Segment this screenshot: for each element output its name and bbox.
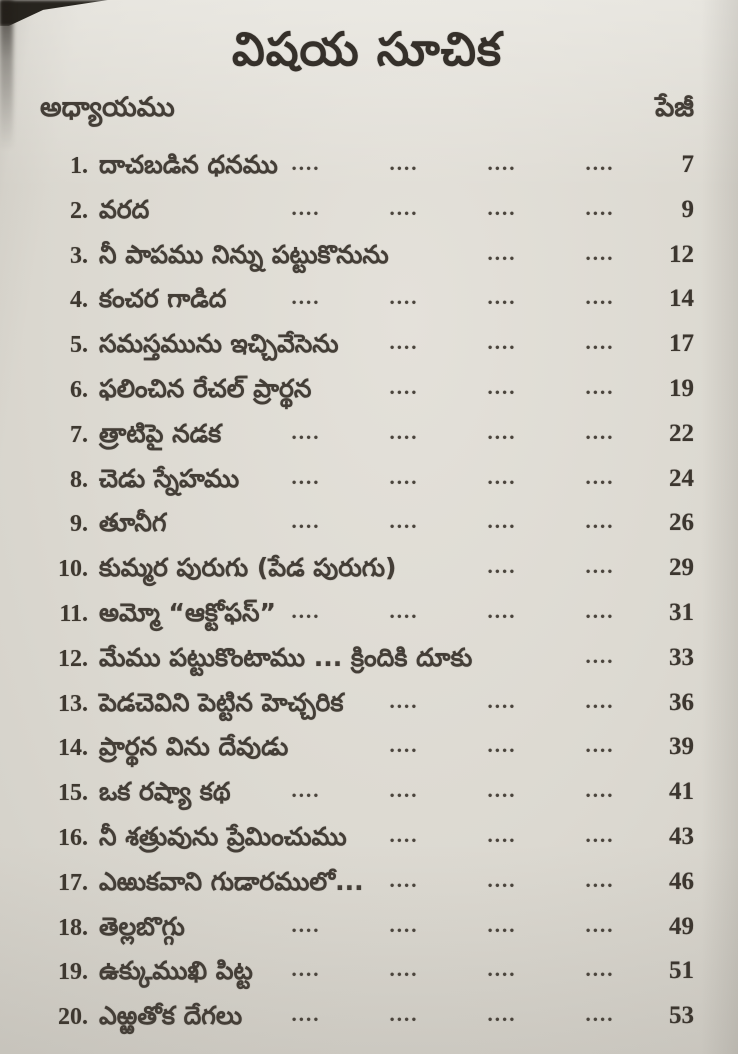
dot-leader-group: .... bbox=[291, 419, 321, 444]
entry-title: ఉక్కుముఖి పిట్ట bbox=[99, 956, 253, 986]
toc-entry-row bbox=[40, 501, 694, 546]
dot-leader-group: .... bbox=[585, 240, 615, 265]
dot-leader-group: .... bbox=[585, 598, 615, 623]
entry-number: 10. bbox=[58, 556, 88, 583]
dot-leader-group: .... bbox=[389, 912, 419, 937]
entry-number: 9. bbox=[70, 511, 88, 538]
entry-page-number: 31 bbox=[669, 598, 694, 626]
dot-leader-group: .... bbox=[585, 688, 615, 713]
entry-title: త్రాటిపై నడక bbox=[99, 418, 222, 448]
dot-leader-group: .... bbox=[291, 1002, 321, 1027]
dot-leader-group: .... bbox=[585, 554, 615, 579]
entry-title: కుమ్మర పురుగు (పేడ పురుగు) bbox=[99, 553, 397, 583]
dot-leader-group: .... bbox=[487, 598, 517, 623]
dot-leader-group: .... bbox=[487, 151, 517, 175]
dot-leader-group: .... bbox=[389, 195, 419, 220]
dot-leader-group: .... bbox=[585, 822, 615, 847]
dot-leader-group: .... bbox=[487, 240, 517, 265]
dot-leader-group: .... bbox=[487, 867, 517, 892]
entry-page-number: 29 bbox=[669, 554, 694, 582]
dot-leader-group: .... bbox=[389, 464, 419, 489]
entry-title: వరద bbox=[99, 194, 150, 224]
dot-leader-group: .... bbox=[291, 464, 321, 489]
entry-title: ఒక రష్యా కథ bbox=[99, 777, 231, 807]
entry-number: 2. bbox=[70, 197, 88, 224]
toc-entry-row bbox=[40, 815, 694, 860]
entry-number: 6. bbox=[70, 376, 88, 403]
dot-leader-group: .... bbox=[389, 688, 419, 713]
entry-title: నీ శత్రువును ప్రేమించుము bbox=[99, 821, 347, 851]
dot-leader-group: .... bbox=[389, 957, 419, 982]
dot-leader-group: .... bbox=[585, 778, 615, 803]
entry-page-number: 12 bbox=[669, 240, 694, 268]
entry-page-number: 33 bbox=[669, 643, 694, 671]
scan-left-edge-artifact bbox=[0, 0, 13, 150]
toc-entry-row bbox=[40, 367, 694, 412]
dot-leader-group: .... bbox=[487, 912, 517, 937]
toc-entry-row bbox=[40, 636, 694, 681]
column-headers bbox=[40, 92, 694, 130]
dot-leader-group: .... bbox=[487, 374, 517, 399]
dot-leader-group: .... bbox=[585, 330, 615, 355]
dot-leader-group: .... bbox=[487, 957, 517, 982]
entry-title: చెడు స్నేహము bbox=[99, 463, 240, 493]
entry-title: సమస్తమును ఇచ్చివేసెను bbox=[99, 329, 339, 359]
dot-leader-group: .... bbox=[585, 912, 615, 937]
entry-number: 7. bbox=[70, 421, 88, 448]
entry-title: ఎఱ్ఱతోక దేగలు bbox=[99, 1001, 243, 1031]
entry-number: 8. bbox=[70, 466, 88, 493]
entry-title: మేము పట్టుకొంటాము ... క్రిందికి దూకు bbox=[99, 642, 473, 672]
dot-leader-group: .... bbox=[291, 912, 321, 937]
entry-number: 18. bbox=[58, 914, 88, 941]
dot-leader-group: .... bbox=[389, 330, 419, 355]
dot-leader-group: .... bbox=[291, 285, 321, 310]
entry-title: ఫలించిన రేచల్ ప్రార్థన bbox=[99, 373, 312, 403]
dot-leader-group: .... bbox=[585, 957, 615, 982]
dot-leader-group: .... bbox=[291, 151, 321, 175]
entry-number: 5. bbox=[70, 332, 88, 359]
chapter-column-header: అధ్యాయము bbox=[40, 92, 175, 123]
toc-entry-row bbox=[40, 412, 694, 457]
entry-page-number: 39 bbox=[669, 733, 694, 761]
dot-leader-group: .... bbox=[389, 285, 419, 310]
entry-page-number: 36 bbox=[669, 688, 694, 716]
dot-leader-group: .... bbox=[585, 643, 615, 668]
entry-number: 17. bbox=[58, 869, 88, 896]
dot-leader-group: .... bbox=[291, 778, 321, 803]
entry-page-number: 22 bbox=[669, 419, 694, 447]
dot-leader-group: .... bbox=[585, 733, 615, 758]
entry-title: అమ్మో “ఆక్టోఫస్” bbox=[99, 597, 276, 627]
entry-page-number: 24 bbox=[669, 464, 694, 492]
entry-page-number: 26 bbox=[669, 509, 694, 537]
entry-page-number: 43 bbox=[669, 822, 694, 850]
dot-leader-group: .... bbox=[487, 419, 517, 444]
entry-number: 19. bbox=[58, 959, 88, 986]
entry-number: 11. bbox=[59, 600, 88, 627]
dot-leader-group: .... bbox=[487, 688, 517, 713]
toc-entry-row bbox=[40, 188, 694, 233]
entry-page-number: 9 bbox=[681, 195, 694, 223]
dot-leader-group: .... bbox=[487, 464, 517, 489]
page-column-header: పేజీ bbox=[655, 92, 694, 123]
toc-entry-row bbox=[40, 681, 694, 726]
toc-entry-row bbox=[40, 770, 694, 815]
dot-leader-group: .... bbox=[585, 374, 615, 399]
entry-page-number: 14 bbox=[669, 285, 694, 313]
toc-entry-row bbox=[40, 546, 694, 591]
entry-number: 15. bbox=[58, 780, 88, 807]
entry-number: 13. bbox=[58, 690, 88, 717]
dot-leader-group: .... bbox=[389, 822, 419, 847]
entry-number: 3. bbox=[70, 242, 88, 269]
toc-entry-row bbox=[40, 860, 694, 905]
entry-number: 12. bbox=[58, 645, 88, 672]
dot-leader-group: .... bbox=[487, 285, 517, 310]
entry-page-number: 19 bbox=[669, 374, 694, 402]
dot-leader-group: .... bbox=[487, 733, 517, 758]
entry-title: నీ పాపము నిన్ను పట్టుకొనును bbox=[99, 239, 389, 269]
dot-leader-group: .... bbox=[389, 1002, 419, 1027]
toc-entry-row bbox=[40, 457, 694, 502]
entry-title: తూనీగ bbox=[99, 508, 167, 538]
dot-leader-group: .... bbox=[585, 867, 615, 892]
dot-leader-group: .... bbox=[291, 509, 321, 534]
page-title: విషయ సూచిక bbox=[232, 22, 502, 76]
dot-leader-group: .... bbox=[389, 778, 419, 803]
dot-leader-group: .... bbox=[487, 509, 517, 534]
toc-entry-row bbox=[40, 591, 694, 636]
dot-leader-group: .... bbox=[487, 822, 517, 847]
entry-title: పెడచెవిని పెట్టిన హెచ్చరిక bbox=[99, 687, 344, 717]
dot-leader-group: .... bbox=[291, 957, 321, 982]
entry-title: ఎఱుకవాని గుడారములో... bbox=[99, 866, 364, 896]
entry-title: దాచబడిన ధనము bbox=[99, 150, 278, 179]
entry-number: 4. bbox=[70, 287, 88, 314]
toc-entry-row bbox=[40, 143, 694, 188]
toc-entry-row bbox=[40, 233, 694, 278]
dot-leader-group: .... bbox=[389, 151, 419, 175]
toc-entry-list bbox=[40, 143, 694, 1039]
dot-leader-group: .... bbox=[585, 1002, 615, 1027]
toc-entry-row bbox=[40, 322, 694, 367]
entry-page-number: 17 bbox=[669, 330, 694, 358]
dot-leader-group: .... bbox=[389, 867, 419, 892]
entry-page-number: 51 bbox=[669, 957, 694, 985]
toc-entry-row bbox=[40, 994, 694, 1039]
entry-title: ప్రార్థన విను దేవుడు bbox=[99, 732, 289, 762]
entry-page-number: 7 bbox=[681, 151, 694, 178]
dot-leader-group: .... bbox=[487, 554, 517, 579]
entry-page-number: 49 bbox=[669, 912, 694, 940]
toc-entry-row bbox=[40, 905, 694, 950]
dot-leader-group: .... bbox=[585, 285, 615, 310]
entry-page-number: 53 bbox=[669, 1002, 694, 1030]
entry-number: 1. bbox=[70, 153, 88, 179]
dot-leader-group: .... bbox=[389, 598, 419, 623]
dot-leader-group: .... bbox=[487, 330, 517, 355]
dot-leader-group: .... bbox=[487, 778, 517, 803]
dot-leader-group: .... bbox=[585, 464, 615, 489]
entry-page-number: 46 bbox=[669, 867, 694, 895]
dot-leader-group: .... bbox=[389, 509, 419, 534]
toc-entry-row bbox=[40, 277, 694, 322]
dot-leader-group: .... bbox=[585, 151, 615, 175]
dot-leader-group: .... bbox=[585, 195, 615, 220]
dot-leader-group: .... bbox=[585, 419, 615, 444]
dot-leader-group: .... bbox=[487, 195, 517, 220]
entry-title: కంచర గాడిద bbox=[99, 284, 227, 314]
dot-leader-group: .... bbox=[389, 374, 419, 399]
entry-number: 16. bbox=[58, 824, 88, 851]
dot-leader-group: .... bbox=[585, 509, 615, 534]
dot-leader-group: .... bbox=[389, 733, 419, 758]
toc-entry-row bbox=[40, 949, 694, 994]
dot-leader-group: .... bbox=[291, 598, 321, 623]
entry-number: 20. bbox=[58, 1004, 88, 1031]
entry-title: తెల్లబొగ్గు bbox=[99, 911, 185, 941]
toc-entry-row bbox=[40, 725, 694, 770]
dot-leader-group: .... bbox=[487, 1002, 517, 1027]
dot-leader-group: .... bbox=[389, 419, 419, 444]
dot-leader-group: .... bbox=[291, 195, 321, 220]
entry-page-number: 41 bbox=[669, 778, 694, 806]
entry-number: 14. bbox=[58, 735, 88, 762]
